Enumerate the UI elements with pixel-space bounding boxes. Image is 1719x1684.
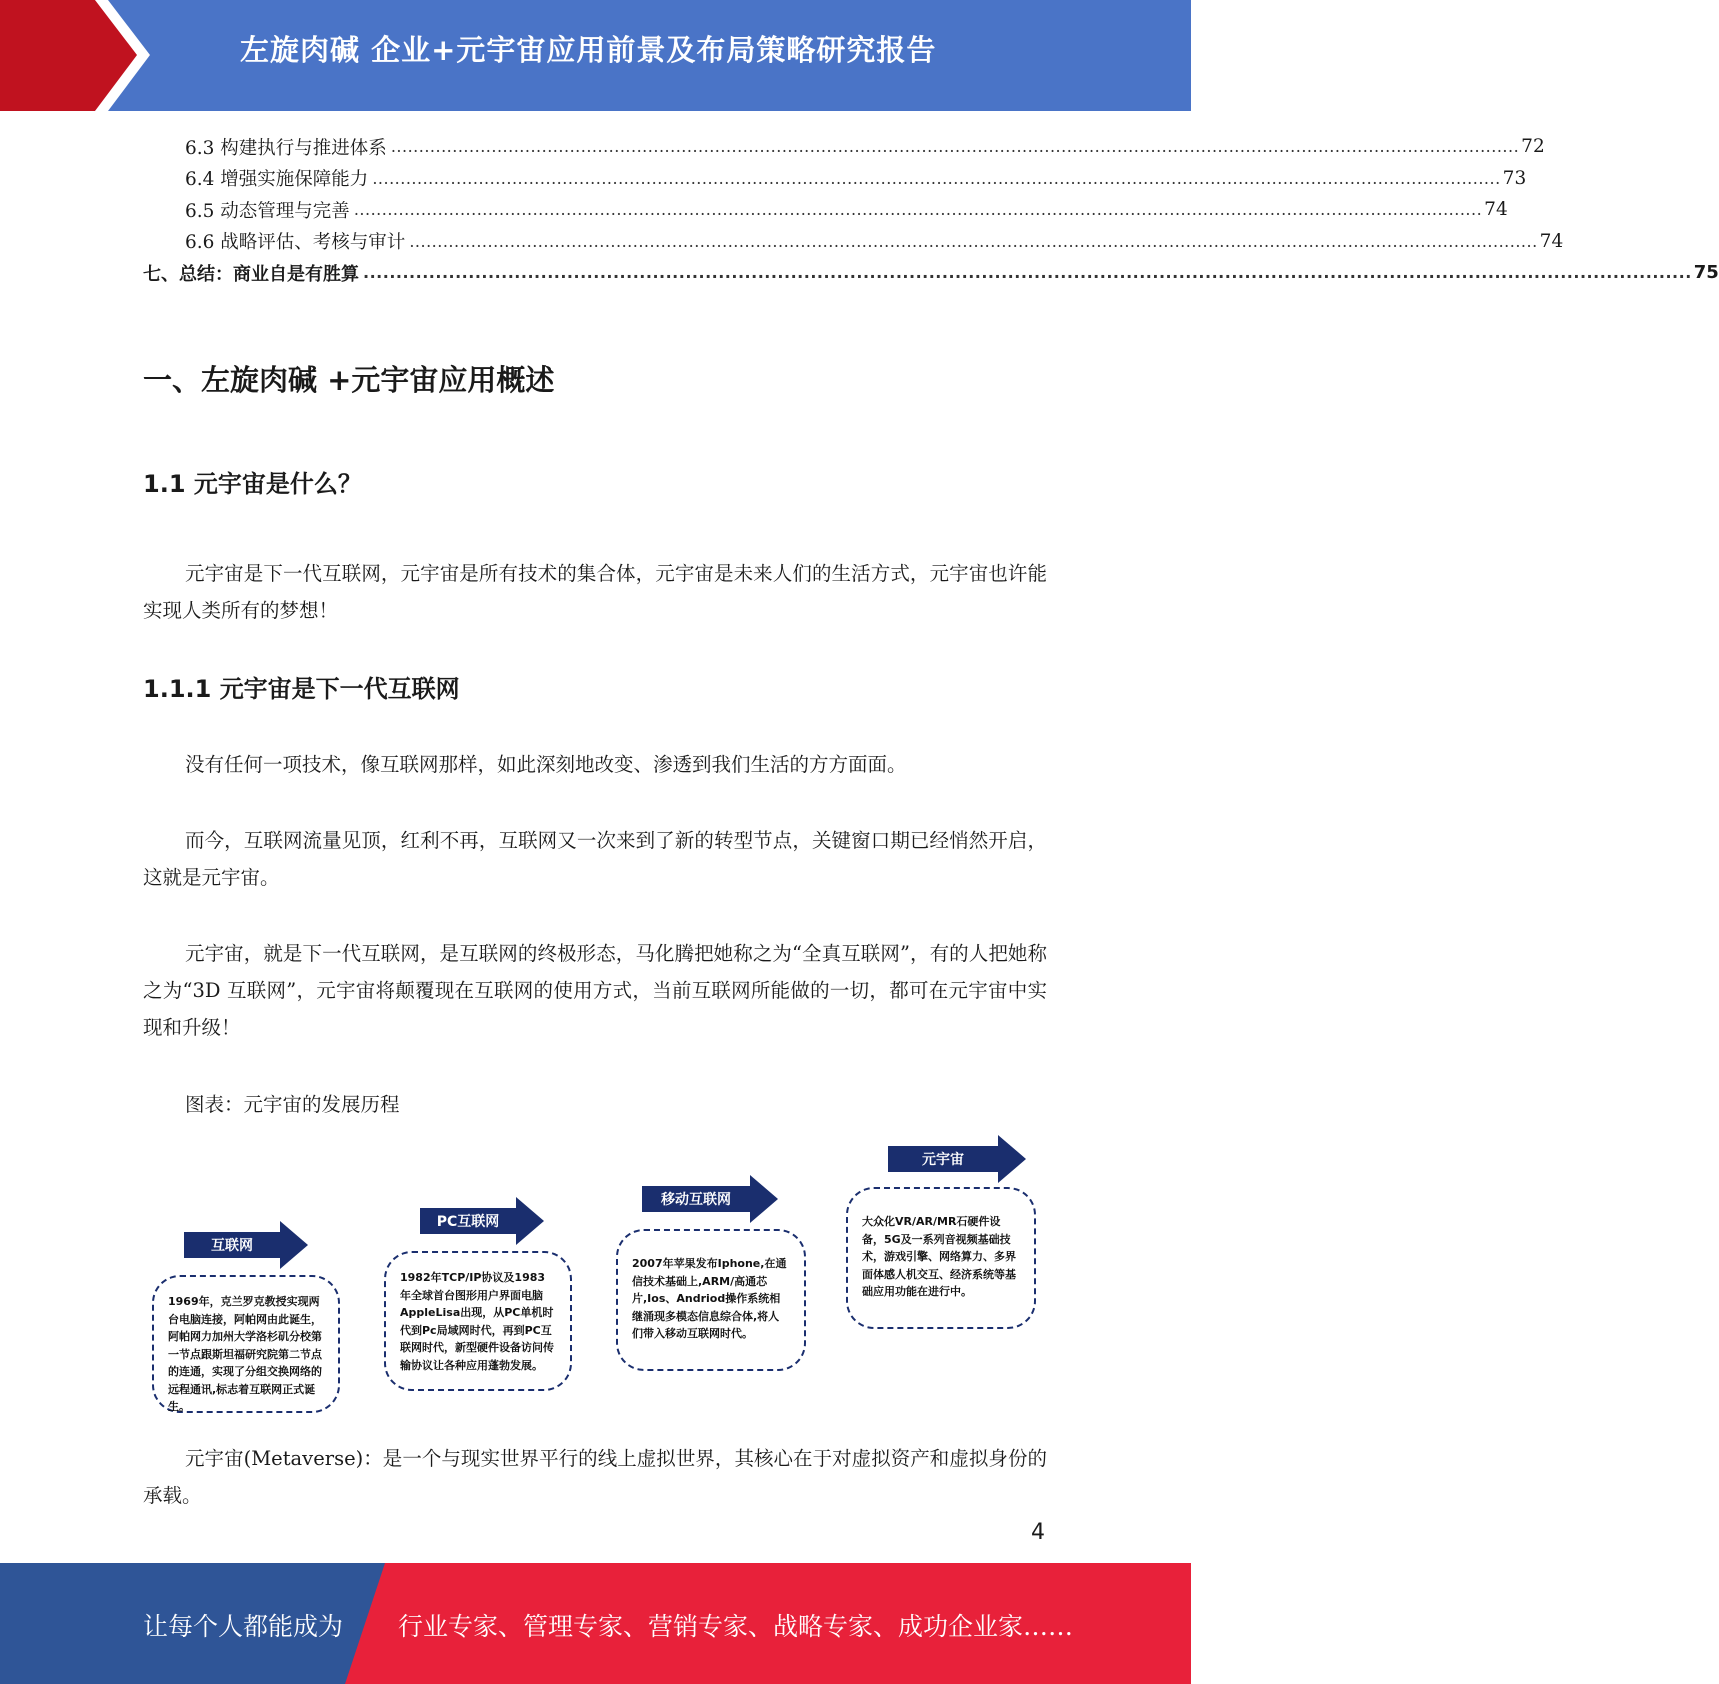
table-of-contents <box>143 131 1719 289</box>
arrow-head-icon <box>750 1175 778 1223</box>
timeline-stage-arrow <box>184 1221 308 1269</box>
timeline-stage-box: 1969年，克兰罗克教授实现两台电脑连接，阿帕网由此诞生，阿帕网力加州大学洛杉矶分校第一节点跟斯坦福研究院第二节点的连通，实现了分组交换网络的远程通讯,标志着互联网正式诞生。 <box>152 1275 340 1413</box>
timeline-stage-box: 大众化VR/AR/MR石硬件设备，5G及一系列音视频基础技术，游戏引擎、网络算力、多界面体感人机交互、经济系统等基础应用功能在进行中。 <box>846 1187 1036 1329</box>
arrow-head-icon <box>998 1135 1026 1183</box>
timeline-stage-label: 互联网 <box>184 1232 280 1258</box>
toc-entry-page: 74 <box>1539 230 1564 252</box>
arrow-head-icon <box>516 1197 544 1245</box>
toc-entry[interactable] <box>143 194 1508 226</box>
body-paragraph: 元宇宙是下一代互联网，元宇宙是所有技术的集合体，元宇宙是未来人们的生活方式，元宇宙也许能实现人类所有的梦想！ <box>143 562 1047 622</box>
footer-slogan-left: 让每个人都能成为 <box>143 1612 344 1641</box>
figure-caption: 图表：元宇宙的发展历程 <box>185 1093 400 1116</box>
timeline-stage-label: 元宇宙 <box>888 1146 998 1172</box>
body-paragraph: 没有任何一项技术，像互联网那样，如此深刻地改变、渗透到我们生活的方方面面。 <box>185 753 907 776</box>
timeline-stage-arrow <box>888 1135 1026 1183</box>
timeline-stage-label: PC互联网 <box>420 1208 516 1234</box>
toc-entry-page: 73 <box>1502 167 1527 189</box>
body-paragraph: 而今，互联网流量见顶，红利不再，互联网又一次来到了新的转型节点，关键窗口期已经悄然开启，这就是元宇宙。 <box>143 829 1047 889</box>
timeline-stage-box: 1982年TCP/IP协议及1983年全球首台图形用户界面电脑AppleLisa出现，从PC单机时代到Pc局域网时代，再到PC互联网时代，新型硬件设备访问传输协议让各种应用蓬勃发展。 <box>384 1251 572 1391</box>
timeline-stage-label: 移动互联网 <box>642 1186 750 1212</box>
toc-entry-page: 75 <box>1693 262 1719 284</box>
toc-entry-label: 6.5 动态管理与完善 <box>185 197 354 223</box>
toc-leader-dots: .......................................................................................................................................................................................................... <box>390 137 1520 157</box>
metaverse-timeline-figure <box>140 1125 1050 1420</box>
page-header <box>0 0 1191 111</box>
toc-entry-label: 七、总结：商业自是有胜算 <box>143 260 363 286</box>
toc-entry-label: 6.3 构建执行与推进体系 <box>185 134 391 160</box>
toc-entry-label: 6.6 战略评估、考核与审计 <box>185 228 409 254</box>
toc-entry-label: 6.4 增强实施保障能力 <box>185 165 372 191</box>
toc-entry[interactable] <box>143 163 1527 195</box>
body-paragraph: 元宇宙，就是下一代互联网，是互联网的终极形态，马化腾把她称之为“全真互联网”，有的人把她称之为“3D 互联网”，元宇宙将颠覆现在互联网的使用方式，当前互联网所能做的一切，都可在元宇宙中实现和升级！ <box>143 942 1047 1039</box>
section-heading: 一、左旋肉碱 +元宇宙应用概述 <box>143 363 555 397</box>
toc-leader-dots: .......................................................................................................................................................................................................... <box>353 200 1483 220</box>
page-number: 4 <box>1031 1520 1045 1545</box>
subsubsection-heading: 1.1.1 元宇宙是下一代互联网 <box>143 675 460 703</box>
page-footer <box>0 1563 1191 1684</box>
arrow-head-icon <box>280 1221 308 1269</box>
toc-leader-dots: .......................................................................................................................................................................................................... <box>409 231 1538 251</box>
toc-entry[interactable] <box>143 257 1719 289</box>
toc-leader-dots: .......................................................................................................................................................................................................... <box>363 263 1692 283</box>
toc-entry[interactable] <box>143 131 1545 163</box>
toc-entry-page: 74 <box>1484 199 1508 221</box>
timeline-stage-box: 2007年苹果发布Iphone,在通信技术基础上,ARM/高通芯片,Ios、Andriod操作系统相继涌现多模态信息综合体,将人们带入移动互联网时代。 <box>616 1229 806 1371</box>
toc-entry-page: 72 <box>1521 136 1545 158</box>
body-paragraph: 元宇宙(Metaverse)：是一个与现实世界平行的线上虚拟世界，其核心在于对虚拟资产和虚拟身份的承载。 <box>143 1447 1047 1507</box>
timeline-stage-arrow <box>420 1197 544 1245</box>
toc-leader-dots: .......................................................................................................................................................................................................... <box>372 168 1501 188</box>
footer-slogan-right: 行业专家、管理专家、营销专家、战略专家、成功企业家…… <box>398 1612 1074 1641</box>
toc-entry[interactable] <box>143 226 1564 258</box>
timeline-stage-arrow <box>642 1175 778 1223</box>
subsection-heading: 1.1 元宇宙是什么？ <box>143 470 362 498</box>
header-title: 左旋肉碱 企业+元宇宙应用前景及布局策略研究报告 <box>240 33 937 67</box>
